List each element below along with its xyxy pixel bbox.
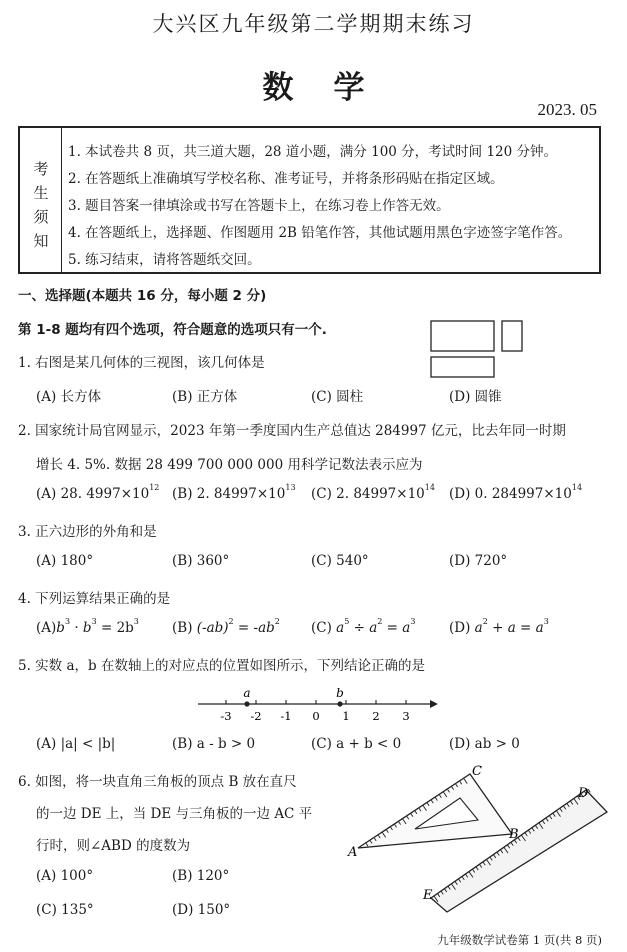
label-b: B <box>509 827 519 842</box>
question-4-stem: 4. 下列运算结果正确的是 <box>18 591 171 607</box>
question-3-stem: 3. 正六边形的外角和是 <box>18 524 157 540</box>
q2-option-d: (D) 0. $284997\times 10^{14}$ <box>449 483 583 502</box>
number-line-tick-label: 3 <box>402 709 410 723</box>
q6-option-a: (A) 100° <box>36 868 94 884</box>
notice-heading-char: 生 <box>33 184 49 202</box>
question-2-stem-line2: 增长 4. 5%. 数据 28 499 700 000 000 用科学记数法表示应为 <box>36 457 423 473</box>
q5-option-b: (B) a - b > 0 <box>172 736 256 752</box>
section-title: 一、选择题(本题共 16 分，每小题 2 分) <box>18 288 267 304</box>
number-line-tick-label: 0 <box>312 709 320 723</box>
q4-option-b: (B) $(-ab)^2 = -ab^2$ <box>172 617 280 636</box>
q6-option-b: (B) 120° <box>172 868 230 884</box>
label-c: C <box>472 764 482 779</box>
q5-option-c: (C) a + b < 0 <box>311 736 402 752</box>
exam-title: 大兴区九年级第二学期期末练习 <box>152 12 475 36</box>
q3-option-c: (C) 540° <box>311 553 369 569</box>
point-a-label: a <box>243 686 251 700</box>
number-line-tick-label: 1 <box>342 709 350 723</box>
subject-title: 数学 <box>262 70 405 106</box>
q3-option-a: (A) 180° <box>36 553 94 569</box>
q2-option-a: (A) 28. $4997\times 10^{12}$ <box>36 483 160 502</box>
q5-option-a: (A) |a| < |b| <box>36 736 116 752</box>
q6-option-d: (D) 150° <box>172 902 231 918</box>
number-line-tick-label: -3 <box>220 709 232 723</box>
notice-item: 4. 在答题纸上，选择题、作图题用 2B 铅笔作答，其他试题用黑色字迹签字笔作答。 <box>68 225 572 241</box>
point-b-label: b <box>336 686 344 700</box>
notice-heading-char: 考 <box>33 160 49 178</box>
number-line-tick-label: 2 <box>372 709 380 723</box>
section-intro: 第 1-8 题均有四个选项，符合题意的选项只有一个. <box>18 322 327 338</box>
q1-option-d: (D) 圆锥 <box>449 389 502 405</box>
question-6-stem-line1: 6. 如图，将一块直角三角板的顶点 B 放在直尺 <box>18 774 297 790</box>
label-e: E <box>423 888 433 903</box>
q6-option-c: (C) 135° <box>36 902 94 918</box>
q1-option-c: (C) 圆柱 <box>311 389 364 405</box>
q5-option-d: (D) ab > 0 <box>449 736 520 752</box>
question-1-stem: 1. 右图是某几何体的三视图，该几何体是 <box>18 355 265 371</box>
page-footer: 九年级数学试卷第 1 页(共 8 页) <box>437 933 602 947</box>
number-line-tick-label: -2 <box>250 709 262 723</box>
label-a: A <box>348 845 358 860</box>
question-2-stem-line1: 2. 国家统计局官网显示，2023 年第一季度国内生产总值达 284997 亿元，比去年同一时期 <box>18 423 566 439</box>
q3-option-b: (B) 360° <box>172 553 230 569</box>
q4-option-c: (C) $a^5 \div a^2 = a^3$ <box>311 617 416 636</box>
set-square-outer <box>358 774 512 848</box>
notice-heading-char: 知 <box>33 232 49 250</box>
q4-option-d: (D) $a^2 + a = a^3$ <box>449 617 549 636</box>
q1-option-b: (B) 正方体 <box>172 389 238 405</box>
q3-option-d: (D) 720° <box>449 553 508 569</box>
notice-item: 1. 本试卷共 8 页，共三道大题，28 道小题，满分 100 分，考试时间 120 分钟。 <box>68 144 558 160</box>
notice-heading-char: 须 <box>33 208 49 226</box>
q4-option-a: $(A)b^3 \cdot b^3 = 2b^3$ <box>36 617 139 636</box>
notice-item: 3. 题目答案一律填涂或书写在答题卡上，在练习卷上作答无效。 <box>68 198 450 214</box>
label-d: D <box>578 786 589 801</box>
number-line-tick-label: -1 <box>280 709 292 723</box>
q1-option-a: (A) 长方体 <box>36 389 102 405</box>
exam-date: 2023. 05 <box>537 100 597 119</box>
notice-item: 5. 练习结束，请将答题纸交回。 <box>68 252 261 268</box>
question-6-stem-line3: 行时，则∠ABD 的度数为 <box>36 838 191 854</box>
notice-item: 2. 在答题纸上准确填写学校名称、准考证号，并将条形码贴在指定区域。 <box>68 171 504 187</box>
q2-option-c: (C) 2. $84997\times 10^{14}$ <box>311 483 435 502</box>
question-6-stem-line2: 的一边 DE 上，当 DE 与三角板的一边 AC 平 <box>36 806 313 822</box>
q2-option-b: (B) 2. $84997\times 10^{13}$ <box>172 483 296 502</box>
question-5-stem: 5. 实数 a，b 在数轴上的对应点的位置如图所示，下列结论正确的是 <box>18 658 425 674</box>
